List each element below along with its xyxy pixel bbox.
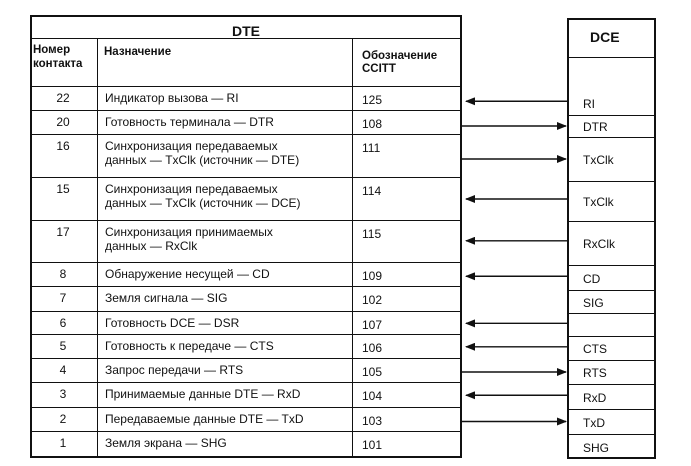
dce-signal-label: TxClk (583, 153, 614, 167)
header-number-line-1: Номер (33, 44, 71, 56)
dte-title: DTE (232, 23, 260, 39)
signal-purpose: Запрос передачи — RTS (105, 363, 244, 377)
pin-number: 20 (56, 115, 70, 129)
dce-signal-label: CTS (583, 342, 607, 356)
ccitt-code: 115 (362, 227, 382, 241)
signal-purpose: Готовность DCE — DSR (105, 316, 240, 330)
dce-signal-label: DTR (583, 120, 608, 134)
pin-number: 4 (59, 363, 67, 377)
pin-number: 6 (59, 316, 67, 330)
ccitt-code: 106 (362, 341, 383, 355)
signal-purpose: данных — TxClk (источник — DCE) (105, 196, 301, 210)
dce-signal-label: RTS (583, 366, 607, 380)
header-ccitt-line-1: Обозначение (362, 50, 438, 62)
ccitt-code: 105 (362, 365, 383, 379)
dce-signal-label: CD (583, 271, 601, 286)
ccitt-code: 101 (362, 438, 383, 452)
signal-purpose: Синхронизация принимаемых (105, 225, 273, 239)
ccitt-code: 108 (362, 117, 383, 131)
dce-signal-label: RxD (583, 390, 607, 405)
dce-signal-label: RI (583, 96, 595, 111)
dce-signal-label: SHG (583, 440, 610, 455)
signal-purpose: Синхронизация передаваемых (105, 139, 278, 153)
ccitt-code: 103 (362, 414, 383, 428)
header-number-line-2: контакта (33, 58, 83, 70)
dce-title: DCE (590, 29, 620, 45)
pin-number: 3 (59, 387, 67, 401)
signal-purpose: Готовность к передаче — CTS (105, 339, 274, 353)
pin-number: 17 (56, 225, 70, 239)
signal-purpose: Земля сигнала — SIG (105, 291, 228, 305)
pin-number: 5 (59, 339, 67, 353)
signal-purpose: Синхронизация передаваемых (105, 182, 278, 196)
signal-purpose: данных — RxClk (105, 239, 198, 253)
signal-purpose: Земля экрана — SHG (105, 436, 227, 450)
dce-signal-label: RxClk (583, 237, 615, 251)
dce-signal-label: SIG (583, 295, 604, 310)
pin-number: 1 (59, 436, 67, 450)
ccitt-code: 114 (362, 184, 382, 198)
signal-purpose: Индикатор вызова — RI (105, 91, 239, 105)
signal-purpose: Обнаружение несущей — CD (105, 267, 270, 281)
ccitt-code: 111 (362, 141, 381, 155)
ccitt-code: 109 (362, 269, 383, 283)
signal-purpose: Готовность терминала — DTR (105, 115, 274, 129)
dce-signal-label: TxClk (583, 195, 614, 209)
pin-number: 22 (56, 91, 70, 105)
header-ccitt-line-2: CCITT (362, 63, 396, 75)
pin-number: 15 (56, 182, 70, 196)
ccitt-code: 125 (362, 93, 383, 107)
pin-number: 16 (56, 139, 70, 153)
ccitt-code: 104 (362, 389, 383, 403)
header-purpose: Назначение (104, 46, 172, 58)
signal-purpose: Принимаемые данные DTE — RxD (105, 387, 301, 401)
dce-signal-label: TxD (583, 415, 605, 430)
pin-number: 2 (59, 412, 67, 426)
pin-number: 7 (59, 291, 67, 305)
ccitt-code: 102 (362, 293, 383, 307)
pin-number: 8 (59, 267, 67, 281)
ccitt-code: 107 (362, 318, 383, 332)
signal-purpose: данных — TxClk (источник — DTE) (105, 153, 300, 167)
signal-purpose: Передаваемые данные DTE — TxD (105, 412, 304, 426)
